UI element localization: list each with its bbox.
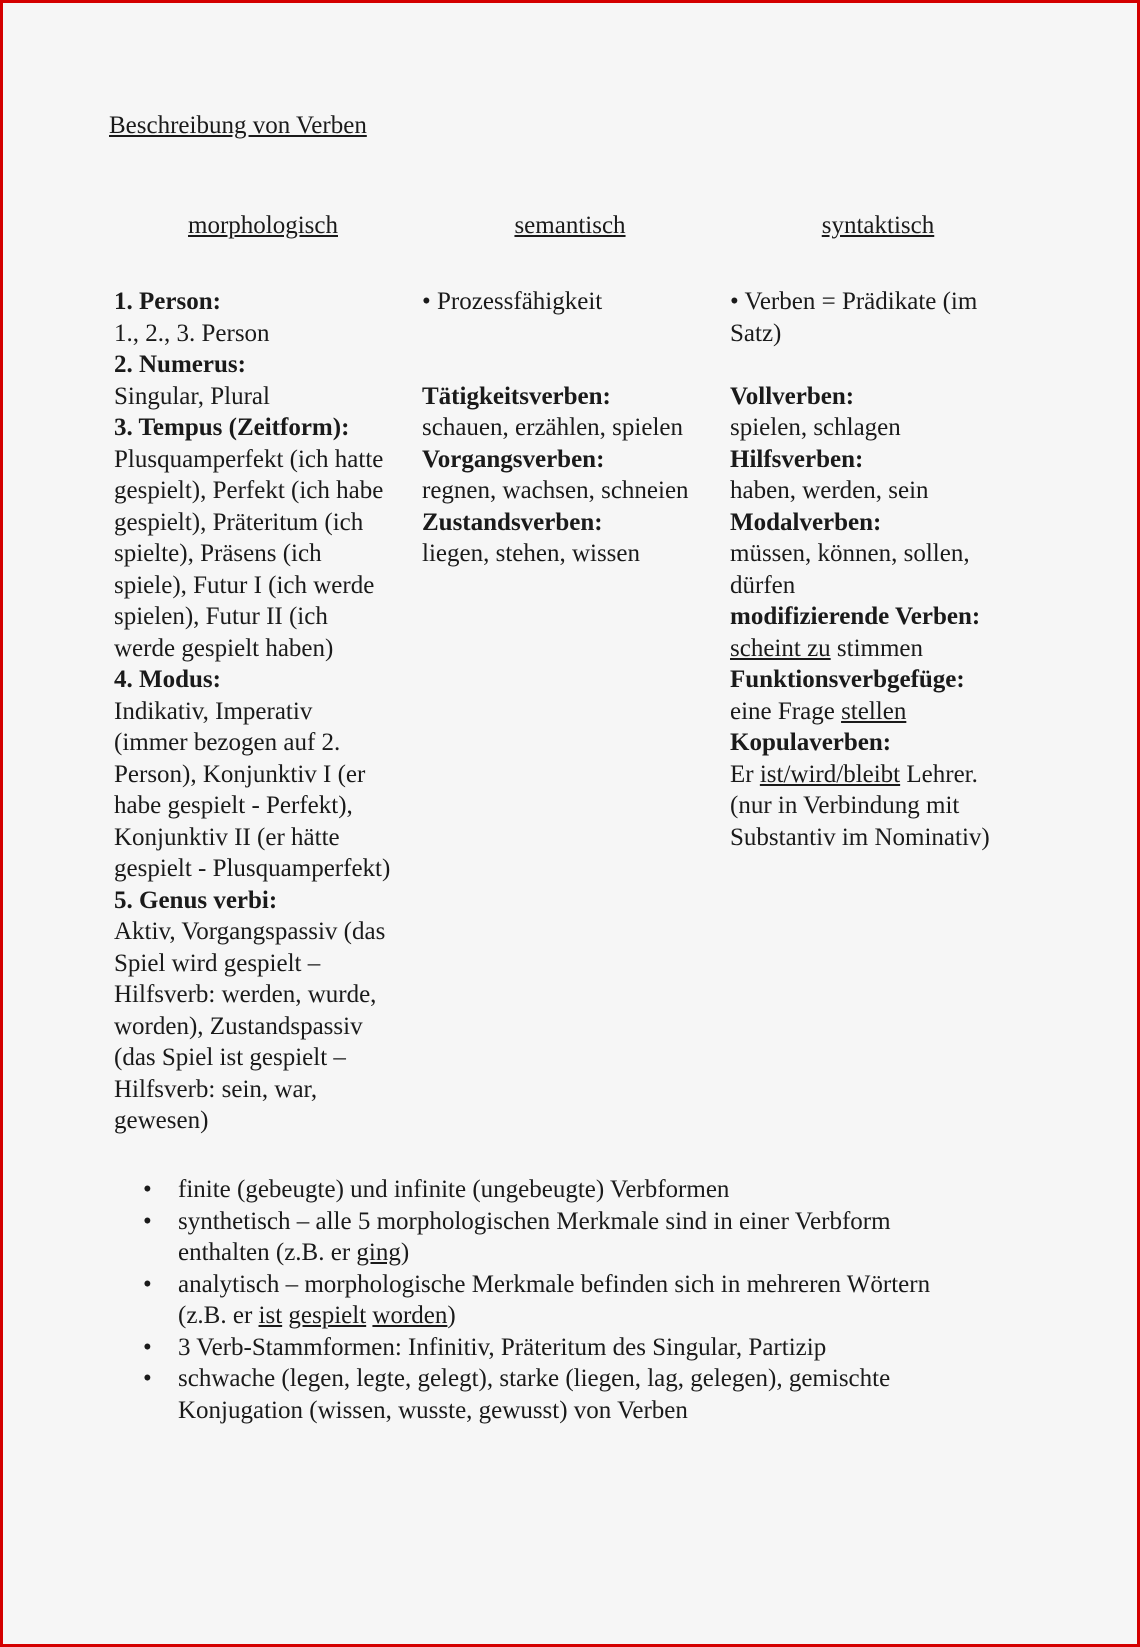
underlined-text: gespielt [288, 1302, 367, 1329]
syn-text-modalverben: müssen, können, sollen, [730, 540, 970, 567]
morph-text-genus: Hilfsverb: werden, wurde, [114, 981, 377, 1008]
underlined-text: ging [356, 1239, 401, 1266]
syn-text-kopula-note: Substantiv im Nominativ) [730, 823, 990, 851]
syntaktisch-column [730, 286, 990, 853]
morph-text-person: 1., 2., 3. Person [114, 319, 270, 347]
morph-text-modus: Indikativ, Imperativ [114, 697, 313, 725]
document-title: Beschreibung von Verben [109, 112, 367, 139]
text-fragment: enthalten (z.B. er [178, 1239, 357, 1266]
morph-text-numerus: Singular, Plural [114, 382, 270, 410]
heading-semantisch: semantisch [514, 212, 626, 239]
list-item [143, 1332, 1023, 1364]
syn-text-modalverben-cont: dürfen [730, 571, 796, 599]
syn-text-kopula [730, 759, 990, 791]
syn-bullet-praedikate: • Verben = Prädikate (im [730, 288, 978, 315]
morph-heading-person: 1. Person: [114, 288, 221, 315]
morph-text-genus: worden), Zustandspassiv [114, 1012, 363, 1040]
sem-heading-taetigkeit: Tätigkeitsverben: [422, 382, 611, 410]
list-item-text: analytisch – morphologische Merkmale befinden sich in mehreren Wörtern [178, 1270, 931, 1298]
morphologisch-column [114, 286, 390, 1137]
underlined-text: scheint zu [730, 634, 831, 662]
text-fragment: stimmen [830, 634, 924, 662]
heading-morphologisch: morphologisch [188, 212, 338, 239]
summary-bullet-list [143, 1174, 1023, 1426]
heading-syntaktisch: syntaktisch [821, 212, 935, 239]
syn-heading-hilfsverben: Hilfsverben: [730, 445, 864, 473]
morph-heading-genus: 5. Genus verbi: [114, 886, 278, 914]
morph-text-modus: Person), Konjunktiv I (er [114, 760, 366, 788]
text-fragment: Er [730, 760, 760, 788]
list-item-text [178, 1300, 1023, 1332]
morph-text-genus: (das Spiel ist gespielt – [114, 1044, 346, 1071]
syn-bullet-praedikate-cont: Satz) [730, 319, 782, 347]
sem-heading-zustand: Zustandsverben: [422, 508, 603, 536]
bullet-icon: • [143, 1365, 152, 1392]
morph-text-modus: Konjunktiv II (er hätte [114, 823, 340, 851]
bullet-icon: • [143, 1333, 152, 1361]
list-item [143, 1174, 1023, 1206]
syn-heading-modalverben: Modalverben: [730, 508, 882, 536]
morph-text-tempus: spielen), Futur II (ich [114, 603, 328, 630]
list-item-text: finite (gebeugte) und infinite (ungebeugte) Verbformen [178, 1176, 730, 1203]
morph-text-tempus: Plusquamperfekt (ich hatte [114, 445, 384, 473]
syn-heading-funktionsverb: Funktionsverbgefüge: [730, 666, 965, 693]
list-item-text [178, 1237, 1023, 1269]
sem-text-zustand: liegen, stehen, wissen [422, 540, 641, 567]
list-item-text: Konjugation (wissen, wusste, gewusst) von Verben [178, 1396, 688, 1424]
syn-text-funktionsverb [730, 696, 990, 728]
syn-text-hilfsverben: haben, werden, sein [730, 477, 929, 504]
morph-text-modus: (immer bezogen auf 2. [114, 729, 341, 756]
semantisch-column [422, 286, 689, 570]
bullet-icon: • [143, 1270, 152, 1298]
list-item [143, 1363, 1023, 1426]
underlined-text: worden [372, 1302, 448, 1329]
morph-text-modus: gespielt - Plusquamperfekt) [114, 855, 391, 882]
bullet-icon: • [143, 1207, 152, 1235]
morph-heading-modus: 4. Modus: [114, 666, 221, 693]
text-fragment: ) [400, 1239, 410, 1266]
sem-heading-vorgang: Vorgangsverben: [422, 445, 605, 473]
syn-text-kopula-note: (nur in Verbindung mit [730, 792, 960, 819]
morph-text-tempus: gespielt), Präteritum (ich [114, 508, 364, 536]
text-fragment: ) [447, 1302, 456, 1329]
list-item-text: 3 Verb-Stammformen: Infinitiv, Präteritum des Singular, Partizip [178, 1333, 827, 1361]
sem-text-taetigkeit: schauen, erzählen, spielen [422, 414, 683, 441]
text-fragment: eine Frage [730, 697, 842, 725]
sem-text-vorgang: regnen, wachsen, schneien [422, 477, 689, 504]
morph-text-tempus: spielte), Präsens (ich [114, 540, 322, 567]
syn-text-modifizierend [730, 633, 990, 665]
syn-heading-vollverben: Vollverben: [730, 382, 855, 410]
list-item [143, 1206, 1023, 1269]
bullet-icon: • [143, 1176, 152, 1203]
list-item [143, 1269, 1023, 1332]
list-item-text: schwache (legen, legte, gelegt), starke (liegen, lag, gelegen), gemischte [178, 1365, 891, 1392]
underlined-text: ist/wird/bleibt [759, 760, 901, 788]
morph-text-tempus: gespielt), Perfekt (ich habe [114, 477, 384, 504]
underlined-text: ist [258, 1302, 283, 1329]
underlined-text: stellen [841, 697, 907, 725]
sem-bullet-prozess: • Prozessfähigkeit [422, 288, 603, 315]
syn-heading-modifizierend: modifizierende Verben: [730, 603, 981, 630]
morph-text-modus: habe gespielt - Perfekt), [114, 792, 353, 819]
syn-text-vollverben: spielen, schlagen [730, 414, 901, 441]
morph-heading-tempus: 3. Tempus (Zeitform): [114, 414, 350, 441]
morph-text-tempus: spiele), Futur I (ich werde [114, 571, 375, 599]
morph-text-genus: Hilfsverb: sein, war, [114, 1075, 318, 1103]
morph-text-genus: Aktiv, Vorgangspassiv (das [114, 918, 386, 945]
morph-text-tempus: werde gespielt haben) [114, 634, 334, 662]
syn-heading-kopula: Kopulaverben: [730, 729, 892, 756]
list-item-text: synthetisch – alle 5 morphologischen Merkmale sind in einer Verbform [178, 1207, 891, 1235]
text-fragment: (z.B. er [178, 1302, 259, 1329]
morph-heading-numerus: 2. Numerus: [114, 351, 246, 378]
morph-text-genus: Spiel wird gespielt – [114, 949, 321, 977]
morph-text-genus: gewesen) [114, 1107, 209, 1134]
text-fragment: Lehrer. [900, 760, 978, 788]
